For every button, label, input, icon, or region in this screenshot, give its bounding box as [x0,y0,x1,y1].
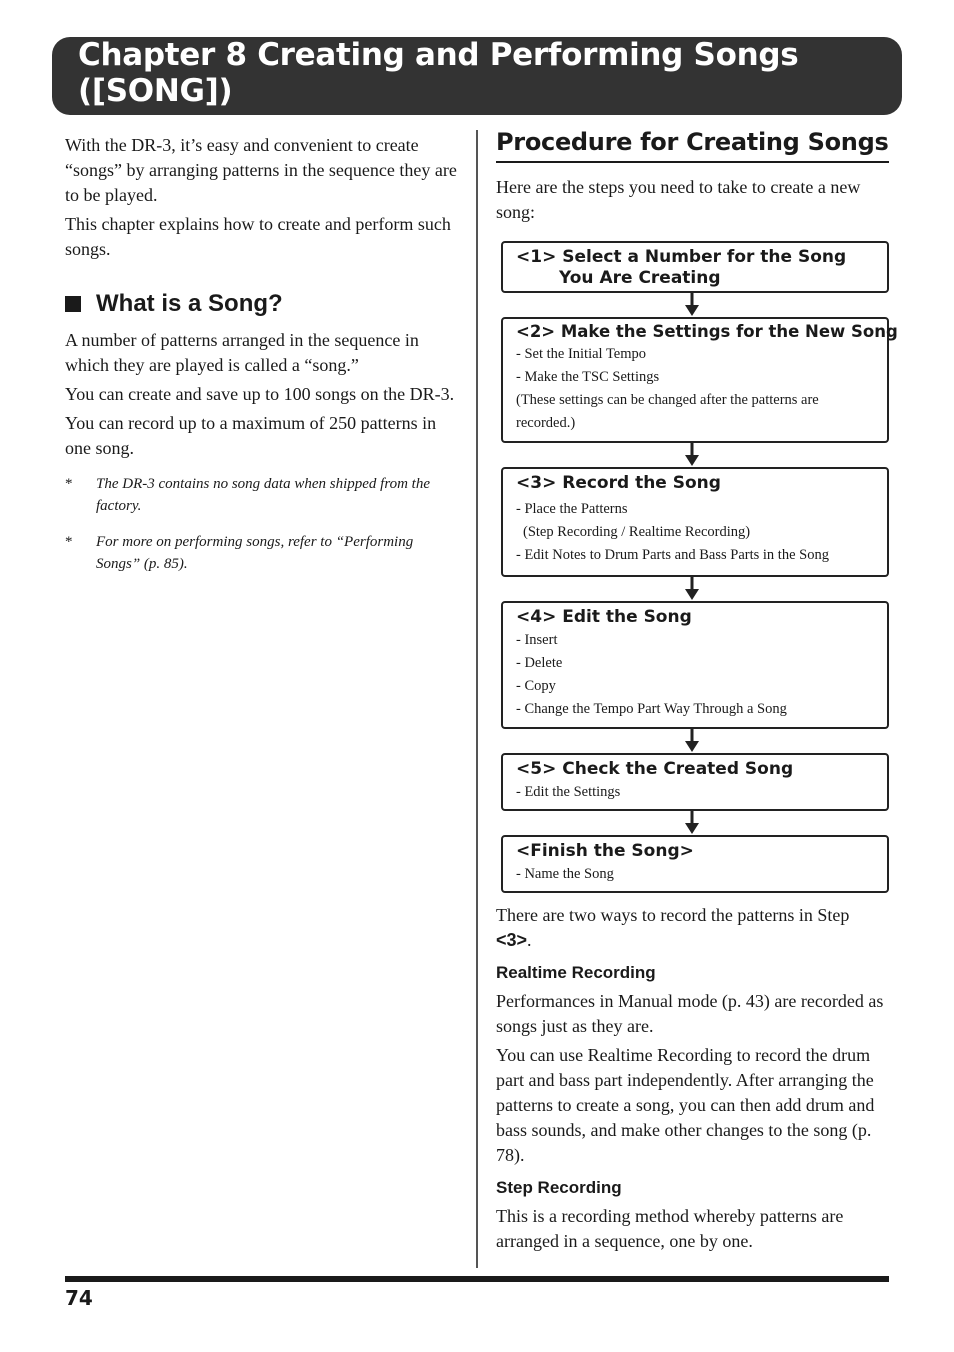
flow-step-1-title: <1> Select a Number for the Song [516,247,847,267]
flow-step-finish-items [516,863,875,886]
flow-step-3-title: <3> Record the Song [516,473,721,493]
flow-step-item: - Edit Notes to Drum Parts and Bass Parts in the Song [516,547,829,563]
realtime-paragraph-2: You can use Realtime Recording to record the drum part and bass part independently. After arranging the patterns to create a song, you can then add drum and bass sounds, and make other changes to the song (p. 78). [496,1045,875,1165]
footer-rule [65,1276,889,1282]
flow-step-item: (Step Recording / Realtime Recording) [523,524,751,540]
realtime-recording-heading: Realtime Recording [496,963,656,982]
what-paragraph-1: A number of patterns arranged in the sequence in which they are played is called a “song.” [65,330,419,375]
what-paragraph-3: You can record up to a maximum of 250 patterns in one song. [65,413,437,458]
arrow-down-icon [684,577,700,601]
flow-step-2-items [516,343,875,435]
intro-paragraph-2: This chapter explains how to create and perform such songs. [65,214,451,259]
flow-step-1-title-line2: You Are Creating [559,268,721,288]
flow-step-5-title: <5> Check the Created Song [516,759,794,779]
chapter-title: Chapter 8 Creating and Performing Songs ([SONG]) [78,37,799,109]
note-asterisk: * [65,534,73,550]
what-is-a-song-heading [65,290,457,318]
flow-step-5-items [516,781,875,804]
flow-step-item: - Insert [516,632,558,648]
note-1 [65,473,457,517]
flow-step-finish [501,835,889,893]
square-bullet-icon [65,296,81,312]
two-ways-end: . [527,930,532,950]
flow-step-item: - Copy [516,678,556,694]
flow-step-item: - Name the Song [516,866,614,882]
flow-step-4-title: <4> Edit the Song [516,607,692,627]
flow-step-item: - Set the Initial Tempo [516,346,646,362]
note-text: For more on performing songs, refer to “Performing Songs” (p. 85). [96,534,414,572]
flow-step-3-items [516,498,875,567]
intro-paragraph-1: With the DR-3, it’s easy and convenient to create “songs” by arranging patterns in the sequence they are to be played. [65,135,457,205]
procedure-heading: Procedure for Creating Songs [496,128,889,163]
note-2 [65,531,457,575]
flow-step-4-items [516,629,875,721]
arrow-down-icon [684,811,700,835]
flow-step-4 [501,601,889,729]
right-column [496,128,898,1258]
flow-step-item: (These settings can be changed after the patterns are recorded.) [516,392,819,431]
flow-step-item: - Edit the Settings [516,784,621,800]
page-number: 74 [65,1286,93,1310]
flow-step-item: - Delete [516,655,563,671]
procedure-flowchart [501,241,898,893]
note-text: The DR-3 contains no song data when shipped from the factory. [96,476,431,514]
what-is-a-song-heading-text: What is a Song? [96,290,283,317]
what-paragraph-2: You can create and save up to 100 songs on the DR-3. [65,384,455,404]
note-asterisk: * [65,476,73,492]
step-recording-paragraph: This is a recording method whereby patterns are arranged in a sequence, one by one. [496,1206,844,1251]
arrow-down-icon [684,443,700,467]
arrow-down-icon [684,293,700,317]
flow-step-3 [501,467,889,577]
realtime-paragraph-1: Performances in Manual mode (p. 43) are recorded as songs just as they are. [496,991,884,1036]
flow-step-item: - Change the Tempo Part Way Through a Song [516,701,787,717]
two-ways-paragraph [496,903,889,953]
flow-step-item: - Place the Patterns [516,501,628,517]
flow-step-5 [501,753,889,811]
flow-step-2-title: <2> Make the Settings for the New Song [516,322,898,341]
arrow-down-icon [684,729,700,753]
step-recording-heading: Step Recording [496,1178,622,1197]
flow-step-item: - Make the TSC Settings [516,369,660,385]
flow-step-1 [501,241,889,293]
flow-step-2 [501,317,898,443]
column-divider [476,130,478,1268]
chapter-banner [52,37,902,115]
two-ways-text: There are two ways to record the patterns in Step [496,905,850,925]
left-column [65,133,457,575]
procedure-intro: Here are the steps you need to take to create a new song: [496,177,861,222]
two-ways-step-ref: <3> [496,930,528,950]
flow-step-finish-title: <Finish the Song> [516,841,694,861]
